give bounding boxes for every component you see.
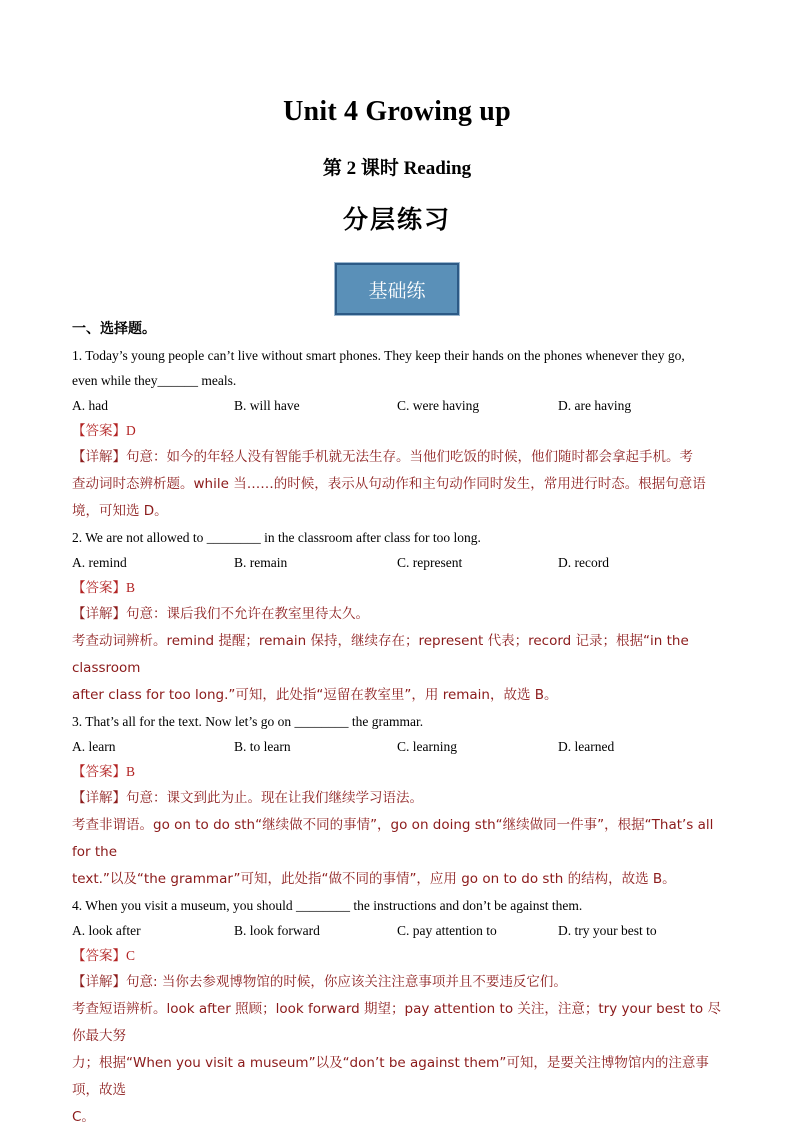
option-c: C. learning	[397, 739, 457, 754]
answer-label: 【答案】	[72, 580, 126, 596]
detail-line: C。	[72, 1109, 95, 1125]
detail-text: 句意：如今的年轻人没有智能手机就无法生存。当他们吃饭的时候，他们随时都会拿起手机。考	[126, 449, 693, 465]
detail-label: 【详解】	[72, 606, 126, 622]
detail-line	[72, 444, 724, 471]
questions-list	[72, 343, 724, 1131]
question-2	[72, 525, 724, 709]
answer-value: B	[126, 580, 136, 595]
answer-value: B	[126, 764, 136, 779]
option-a: A. remind	[72, 555, 127, 570]
section-title: 一、选择题。	[72, 321, 156, 337]
detail-label: 【详解】	[72, 449, 126, 465]
answer-label: 【答案】	[72, 948, 126, 964]
detail-line: text.”以及“the grammar”可知，此处指“做不同的事情”，应用 go on to do sth 的结构，故选 B。	[72, 871, 676, 887]
detail-text: 句意：课后我们不允许在教室里待太久。	[126, 606, 369, 622]
answer-value: C	[126, 948, 136, 963]
option-c: C. represent	[397, 555, 463, 570]
question-stem-cont: even while they______ meals.	[72, 373, 237, 388]
options-row	[72, 393, 724, 418]
detail-line: 考查动词辨析。remind 提醒；remain 保持，继续存在；represent 代表；record 记录；根据“in the classroom	[72, 633, 689, 676]
answer-line	[72, 575, 724, 601]
detail-text: 句意：课文到此为止。现在让我们继续学习语法。	[126, 790, 423, 806]
answer-value: D	[126, 423, 136, 438]
option-b: B. remain	[234, 555, 288, 570]
question-1	[72, 343, 724, 525]
option-d: D. learned	[558, 739, 615, 754]
options-row	[72, 550, 724, 575]
detail-line	[72, 601, 724, 628]
options-row	[72, 918, 724, 943]
option-a: A. had	[72, 398, 108, 413]
option-b: B. look forward	[234, 923, 320, 938]
question-stem: 2. We are not allowed to ________ in the classroom after class for too long.	[72, 530, 481, 545]
option-c: C. were having	[397, 398, 480, 413]
detail-line: 查动词时态辨析题。while 当……的时候，表示从句动作和主句动作同时发生，常用进行时态。根据句意语	[72, 476, 706, 492]
detail-line: 境，可知选 D。	[72, 503, 168, 519]
option-d: D. record	[558, 555, 609, 570]
option-b: B. will have	[234, 398, 300, 413]
unit-title: Unit 4 Growing up	[283, 96, 511, 127]
answer-label: 【答案】	[72, 764, 126, 780]
question-4	[72, 893, 724, 1131]
question-stem: 3. That’s all for the text. Now let’s go on ________ the grammar.	[72, 714, 424, 729]
detail-line	[72, 969, 724, 996]
detail-line: after class for too long.”可知，此处指“逗留在教室里”，用 remain，故选 B。	[72, 687, 558, 703]
options-row	[72, 734, 724, 759]
question-stem: 1. Today’s young people can’t live without smart phones. They keep their hands on the phones whenever they go,	[72, 348, 685, 363]
question-3	[72, 709, 724, 893]
detail-line: 考查非谓语。go on to do sth“继续做不同的事情”，go on doing sth“继续做同一件事”，根据“That’s all for the	[72, 817, 714, 860]
option-c: C. pay attention to	[397, 923, 497, 938]
lesson-subtitle: 第 2 课时 Reading	[322, 158, 472, 179]
option-b: B. to learn	[234, 739, 291, 754]
practice-heading: 分层练习	[342, 205, 451, 234]
option-d: D. try your best to	[558, 923, 657, 938]
detail-text: 句意: 当你去参观博物馆的时候，你应该关注注意事项并且不要违反它们。	[126, 974, 567, 990]
question-stem: 4. When you visit a museum, you should ________ the instructions and don’t be against them.	[72, 898, 583, 913]
answer-line	[72, 943, 724, 969]
answer-line	[72, 418, 724, 444]
answer-label: 【答案】	[72, 423, 126, 439]
option-a: A. learn	[72, 739, 116, 754]
detail-line	[72, 785, 724, 812]
option-d: D. are having	[558, 398, 632, 413]
detail-line: 考查短语辨析。look after 照顾；look forward 期望；pay attention to 关注，注意；try your best to 尽你最大努	[72, 1001, 721, 1044]
detail-label: 【详解】	[72, 974, 126, 990]
level-badge: 基础练	[335, 263, 459, 315]
option-a: A. look after	[72, 923, 141, 938]
detail-label: 【详解】	[72, 790, 126, 806]
detail-line: 力；根据“When you visit a museum”以及“don’t be against them”可知，是要关注博物馆内的注意事项，故选	[72, 1055, 709, 1098]
answer-line	[72, 759, 724, 785]
